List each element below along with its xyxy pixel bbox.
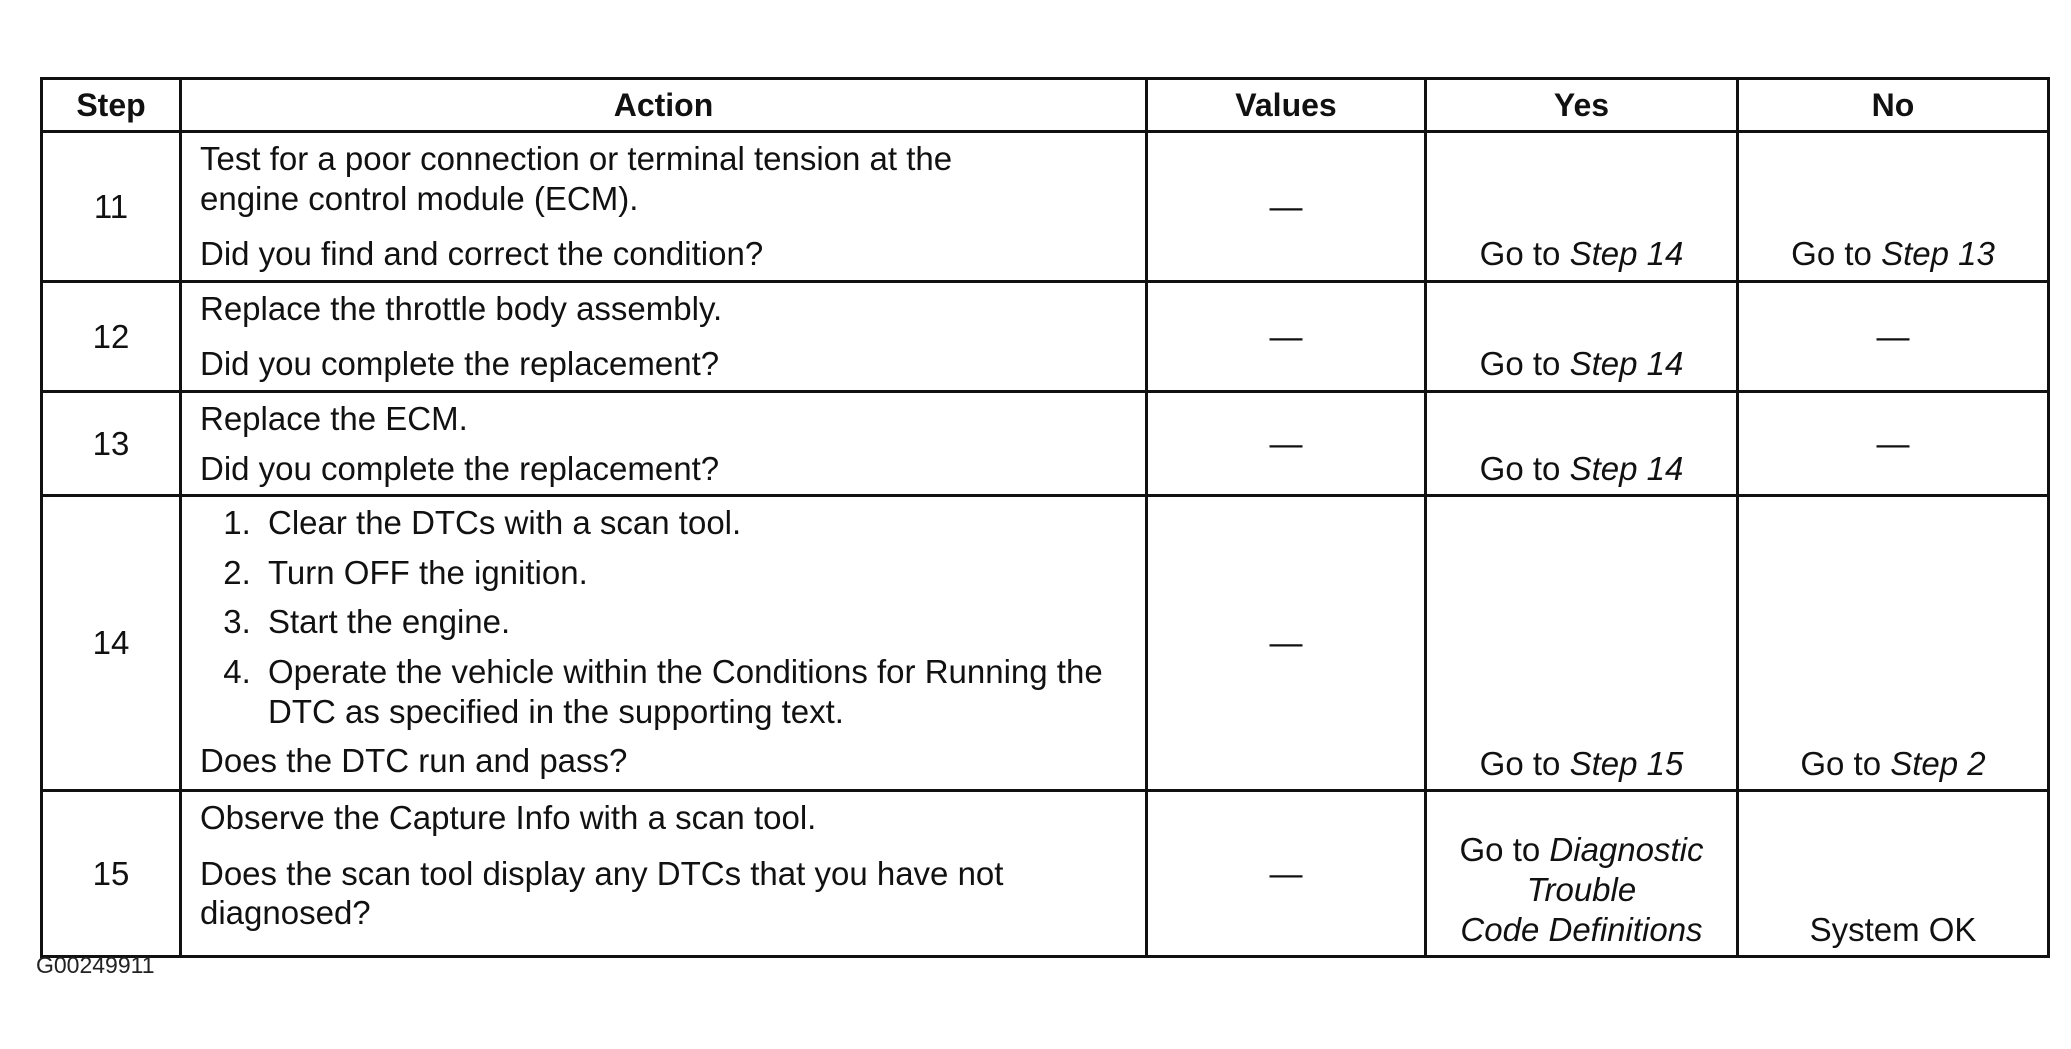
step-number: 14 — [42, 496, 181, 791]
question-text: Did you complete the replacement? — [200, 449, 720, 487]
header-action: Action — [181, 79, 1147, 132]
yes-prefix: Go to — [1459, 831, 1550, 869]
yes-prefix: Go to — [1479, 345, 1570, 383]
no-cell: — — [1738, 281, 2049, 391]
no-step-link[interactable]: Step 2 — [1890, 744, 1986, 782]
action-text: engine control module (ECM). — [200, 179, 639, 217]
no-step-link[interactable]: Step 13 — [1881, 235, 1995, 273]
action-text: Replace the ECM. — [200, 399, 468, 437]
no-cell: — — [1738, 391, 2049, 495]
action-cell — [181, 391, 1147, 495]
table-row — [42, 281, 2049, 391]
question-text: Did you complete the replacement? — [200, 345, 720, 383]
instruction-list — [200, 503, 1127, 731]
list-item: 4. Operate the vehicle within the Conditions for Running the DTC as specified in the supporting text. — [260, 652, 1127, 731]
figure-id: G00249911 — [36, 952, 155, 978]
yes-cell — [1426, 281, 1738, 391]
no-prefix: Go to — [1791, 235, 1882, 273]
yes-prefix: Go to — [1479, 235, 1570, 273]
step-number: 11 — [42, 132, 181, 282]
question-text: Does the DTC run and pass? — [200, 742, 628, 780]
list-item: 3. Start the engine. — [260, 602, 1127, 642]
yes-prefix: Go to — [1479, 744, 1570, 782]
yes-link-diagnostic[interactable]: Diagnostic — [1549, 831, 1704, 869]
yes-cell — [1426, 791, 1738, 957]
no-cell — [1738, 132, 2049, 282]
action-text: Test for a poor connection or terminal tension at the — [200, 140, 953, 177]
table-row — [42, 132, 2049, 282]
step-number: 12 — [42, 281, 181, 391]
yes-line — [1427, 830, 1736, 870]
yes-step-link[interactable]: Step 15 — [1569, 744, 1684, 782]
values-cell: — — [1147, 132, 1426, 282]
values-cell: — — [1147, 791, 1426, 957]
yes-cell — [1426, 132, 1738, 282]
values-cell: — — [1147, 391, 1426, 495]
values-cell: — — [1147, 496, 1426, 791]
yes-cell — [1426, 496, 1738, 791]
table-row — [42, 496, 2049, 791]
action-cell — [181, 281, 1147, 391]
no-prefix: Go to — [1800, 744, 1891, 782]
action-text: Replace the throttle body assembly. — [200, 289, 723, 327]
header-row — [42, 79, 2049, 132]
no-cell: System OK — [1738, 791, 2049, 957]
action-cell — [181, 132, 1147, 282]
list-item: 2. Turn OFF the ignition. — [260, 553, 1127, 593]
diagnostic-table — [40, 77, 2050, 958]
action-cell — [181, 496, 1147, 791]
header-values: Values — [1147, 79, 1426, 132]
action-text: Observe the Capture Info with a scan tool. — [200, 799, 817, 837]
question-text: Does the scan tool display any DTCs that you have not diagnosed? — [200, 854, 1004, 932]
table-row — [42, 391, 2049, 495]
yes-link-trouble[interactable]: Trouble — [1526, 870, 1637, 908]
values-cell: — — [1147, 281, 1426, 391]
list-item: 1. Clear the DTCs with a scan tool. — [260, 503, 1127, 543]
yes-step-link[interactable]: Step 14 — [1569, 235, 1684, 273]
yes-step-link[interactable]: Step 14 — [1569, 449, 1684, 487]
header-yes: Yes — [1426, 79, 1738, 132]
yes-link-code-definitions[interactable]: Code Definitions — [1460, 910, 1703, 948]
header-step: Step — [42, 79, 181, 132]
header-no: No — [1738, 79, 2049, 132]
step-number: 13 — [42, 391, 181, 495]
yes-cell — [1426, 391, 1738, 495]
action-cell — [181, 791, 1147, 957]
yes-step-link[interactable]: Step 14 — [1569, 345, 1684, 383]
question-text: Did you find and correct the condition? — [200, 235, 764, 273]
table-row — [42, 791, 2049, 957]
no-cell — [1738, 496, 2049, 791]
yes-prefix: Go to — [1479, 449, 1570, 487]
step-number: 15 — [42, 791, 181, 957]
